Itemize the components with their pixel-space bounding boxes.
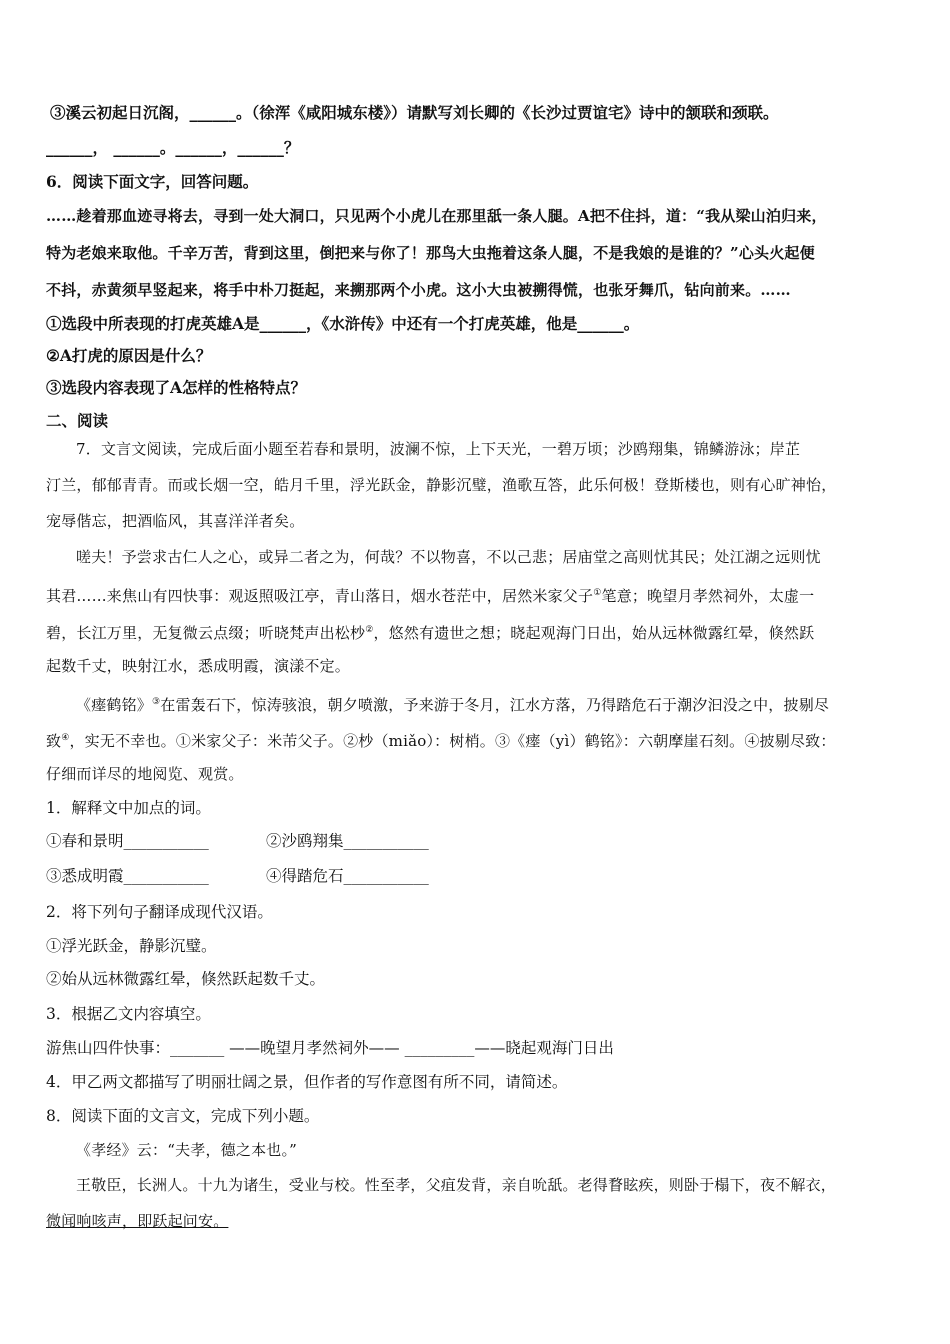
q5-line1-text: 溪云初起日沉阁， bbox=[65, 103, 190, 122]
q7-p3-text: 在雷轰石下，惊涛骇浪，朝夕喷激，予来游于冬月，江水方落，乃得踏危石于潮汐汩没之中，披剔尽 bbox=[160, 696, 830, 714]
q7-p3-text: 致 bbox=[46, 732, 62, 750]
q6-sub1: ①选段中所表现的打虎英雄A是______，《水浒传》中还有一个打虎英雄，他是______。 bbox=[46, 314, 640, 333]
q7-s2: 2．将下列句子翻译成现代汉语。 bbox=[46, 903, 273, 921]
q7-s4: 4．甲乙两文都描写了明丽壮阔之景，但作者的写作意图有所不同，请简述。 bbox=[46, 1073, 568, 1091]
q7-p3-text: ，实无不幸也。①米家父子：米芾父子。②杪（miǎo）：树梢。③《瘗（yì）鹤铭》：六朝摩崖石刻。④披剔尽致： bbox=[69, 732, 836, 750]
q7-p3-text: 《瘗鹤铭》 bbox=[76, 696, 153, 714]
q5-line1-num: ③ bbox=[50, 103, 66, 122]
q6-passage-line: 不抖，赤黄须早竖起来，将手中朴刀挺起，来搠那两个小虎。这小大虫被搠得慌，也张牙舞爪，钻向前来。…… bbox=[46, 281, 791, 299]
q6-passage-line: 特为老娘来取他。千辛万苦，背到这里，倒把来与你了！那鸟大虫拖着这条人腿，不是我娘的是谁的？”心头火起便 bbox=[46, 244, 815, 262]
q7-p2-line bbox=[46, 583, 814, 606]
q7-p3-line bbox=[46, 728, 836, 751]
q8-line: 《孝经》云：“夫孝，德之本也。” bbox=[76, 1141, 298, 1159]
q8-line: 王敬臣，长洲人。十九为诸生，受业与校。性至孝，父疽发背，亲自吮舐。老得瞀眩疾，则卧于榻下，夜不解衣， bbox=[76, 1176, 837, 1194]
q7-p2-line: 嗟夫！予尝求古仁人之心，或异二者之为，何哉？不以物喜，不以己悲；居庙堂之高则忧其民；处江湖之远则忧 bbox=[76, 548, 821, 566]
q7-p2-text: 笔意；晚望月孝然祠外，太虚一 bbox=[601, 587, 815, 605]
footnote-marker: ② bbox=[365, 625, 374, 635]
footnote-marker: ④ bbox=[61, 733, 70, 743]
q7-s3a: 游焦山四件快事：_______ ——晚望月孝然祠外—— _________——晓起观海门日出 bbox=[46, 1039, 614, 1057]
q7-p1-line: 宠辱偕忘，把酒临风，其喜洋洋者矣。 bbox=[46, 512, 305, 530]
q7-p2-text: ，悠然有遗世之想；晓起观海门日出，始从远林微露红晕，倏然跃 bbox=[373, 624, 815, 642]
q5-line1-rest: 。（徐浑《咸阳城东楼》）请默写刘长卿的《长沙过贾谊宅》诗中的颔联和颈联。 bbox=[236, 103, 779, 122]
q7-s2a: ①浮光跃金，静影沉璧。 bbox=[46, 937, 217, 955]
q7-p1-line: 汀兰，郁郁青青。而或长烟一空，皓月千里，浮光跃金，静影沉璧，渔歌互答，此乐何极！登斯楼也，则有心旷神怡， bbox=[46, 476, 837, 494]
q5-line1 bbox=[50, 103, 779, 123]
q8-title: 8．阅读下面的文言文，完成下列小题。 bbox=[46, 1107, 320, 1125]
q7-p2-text: 碧，长江万里，无复微云点缀；听晓梵声出松杪 bbox=[46, 624, 366, 642]
q6-sub3: ③选段内容表现了A怎样的性格特点？ bbox=[46, 378, 307, 397]
q5-line1-blank: ______ bbox=[189, 103, 237, 122]
section2-title: 二、阅读 bbox=[46, 411, 109, 430]
footnote-marker: ① bbox=[593, 588, 602, 598]
q6-sub2: ②A打虎的原因是什么？ bbox=[46, 346, 212, 365]
q7-s1c: ③悉成明霞___________ bbox=[46, 867, 209, 885]
q7-s3: 3．根据乙文内容填空。 bbox=[46, 1005, 211, 1023]
q6-title: 6．阅读下面文字，回答问题。 bbox=[46, 172, 259, 191]
q7-p1-line: 7．文言文阅读，完成后面小题至若春和景明，波澜不惊，上下天光，一碧万顷；沙鸥翔集，锦鳞游泳；岸芷 bbox=[76, 440, 801, 458]
q6-passage-line: ……趁着那血迹寻将去，寻到一处大洞口，只见两个小虎儿在那里舐一条人腿。A把不住抖，道：“我从梁山泊归来， bbox=[46, 207, 827, 225]
q7-p3-line: 仔细而详尽的地阅览、观赏。 bbox=[46, 765, 244, 783]
q8-line-underlined: 微闻响咳声，即跃起问安。 bbox=[46, 1212, 229, 1230]
q5-line2: ______， ______。______，______？ bbox=[46, 138, 300, 157]
q7-p2-text: 其君……来焦山有四快事：观返照吸江亭，青山落日，烟水苍茫中，居然米家父子 bbox=[46, 587, 594, 605]
q7-p2-line: 起数千丈，映射江水，悉成明霞，演漾不定。 bbox=[46, 657, 351, 675]
q7-p3-line bbox=[76, 692, 829, 715]
q7-s1d: ④得踏危石___________ bbox=[266, 867, 429, 885]
q7-p2-line bbox=[46, 620, 814, 643]
q7-s1a: ①春和景明___________ bbox=[46, 832, 209, 850]
q7-s1b: ②沙鸥翔集___________ bbox=[266, 832, 429, 850]
footnote-marker: ③ bbox=[152, 697, 161, 707]
q7-s2b: ②始从远林微露红晕，倏然跃起数千丈。 bbox=[46, 970, 326, 988]
q7-s1: 1．解释文中加点的词。 bbox=[46, 799, 211, 817]
